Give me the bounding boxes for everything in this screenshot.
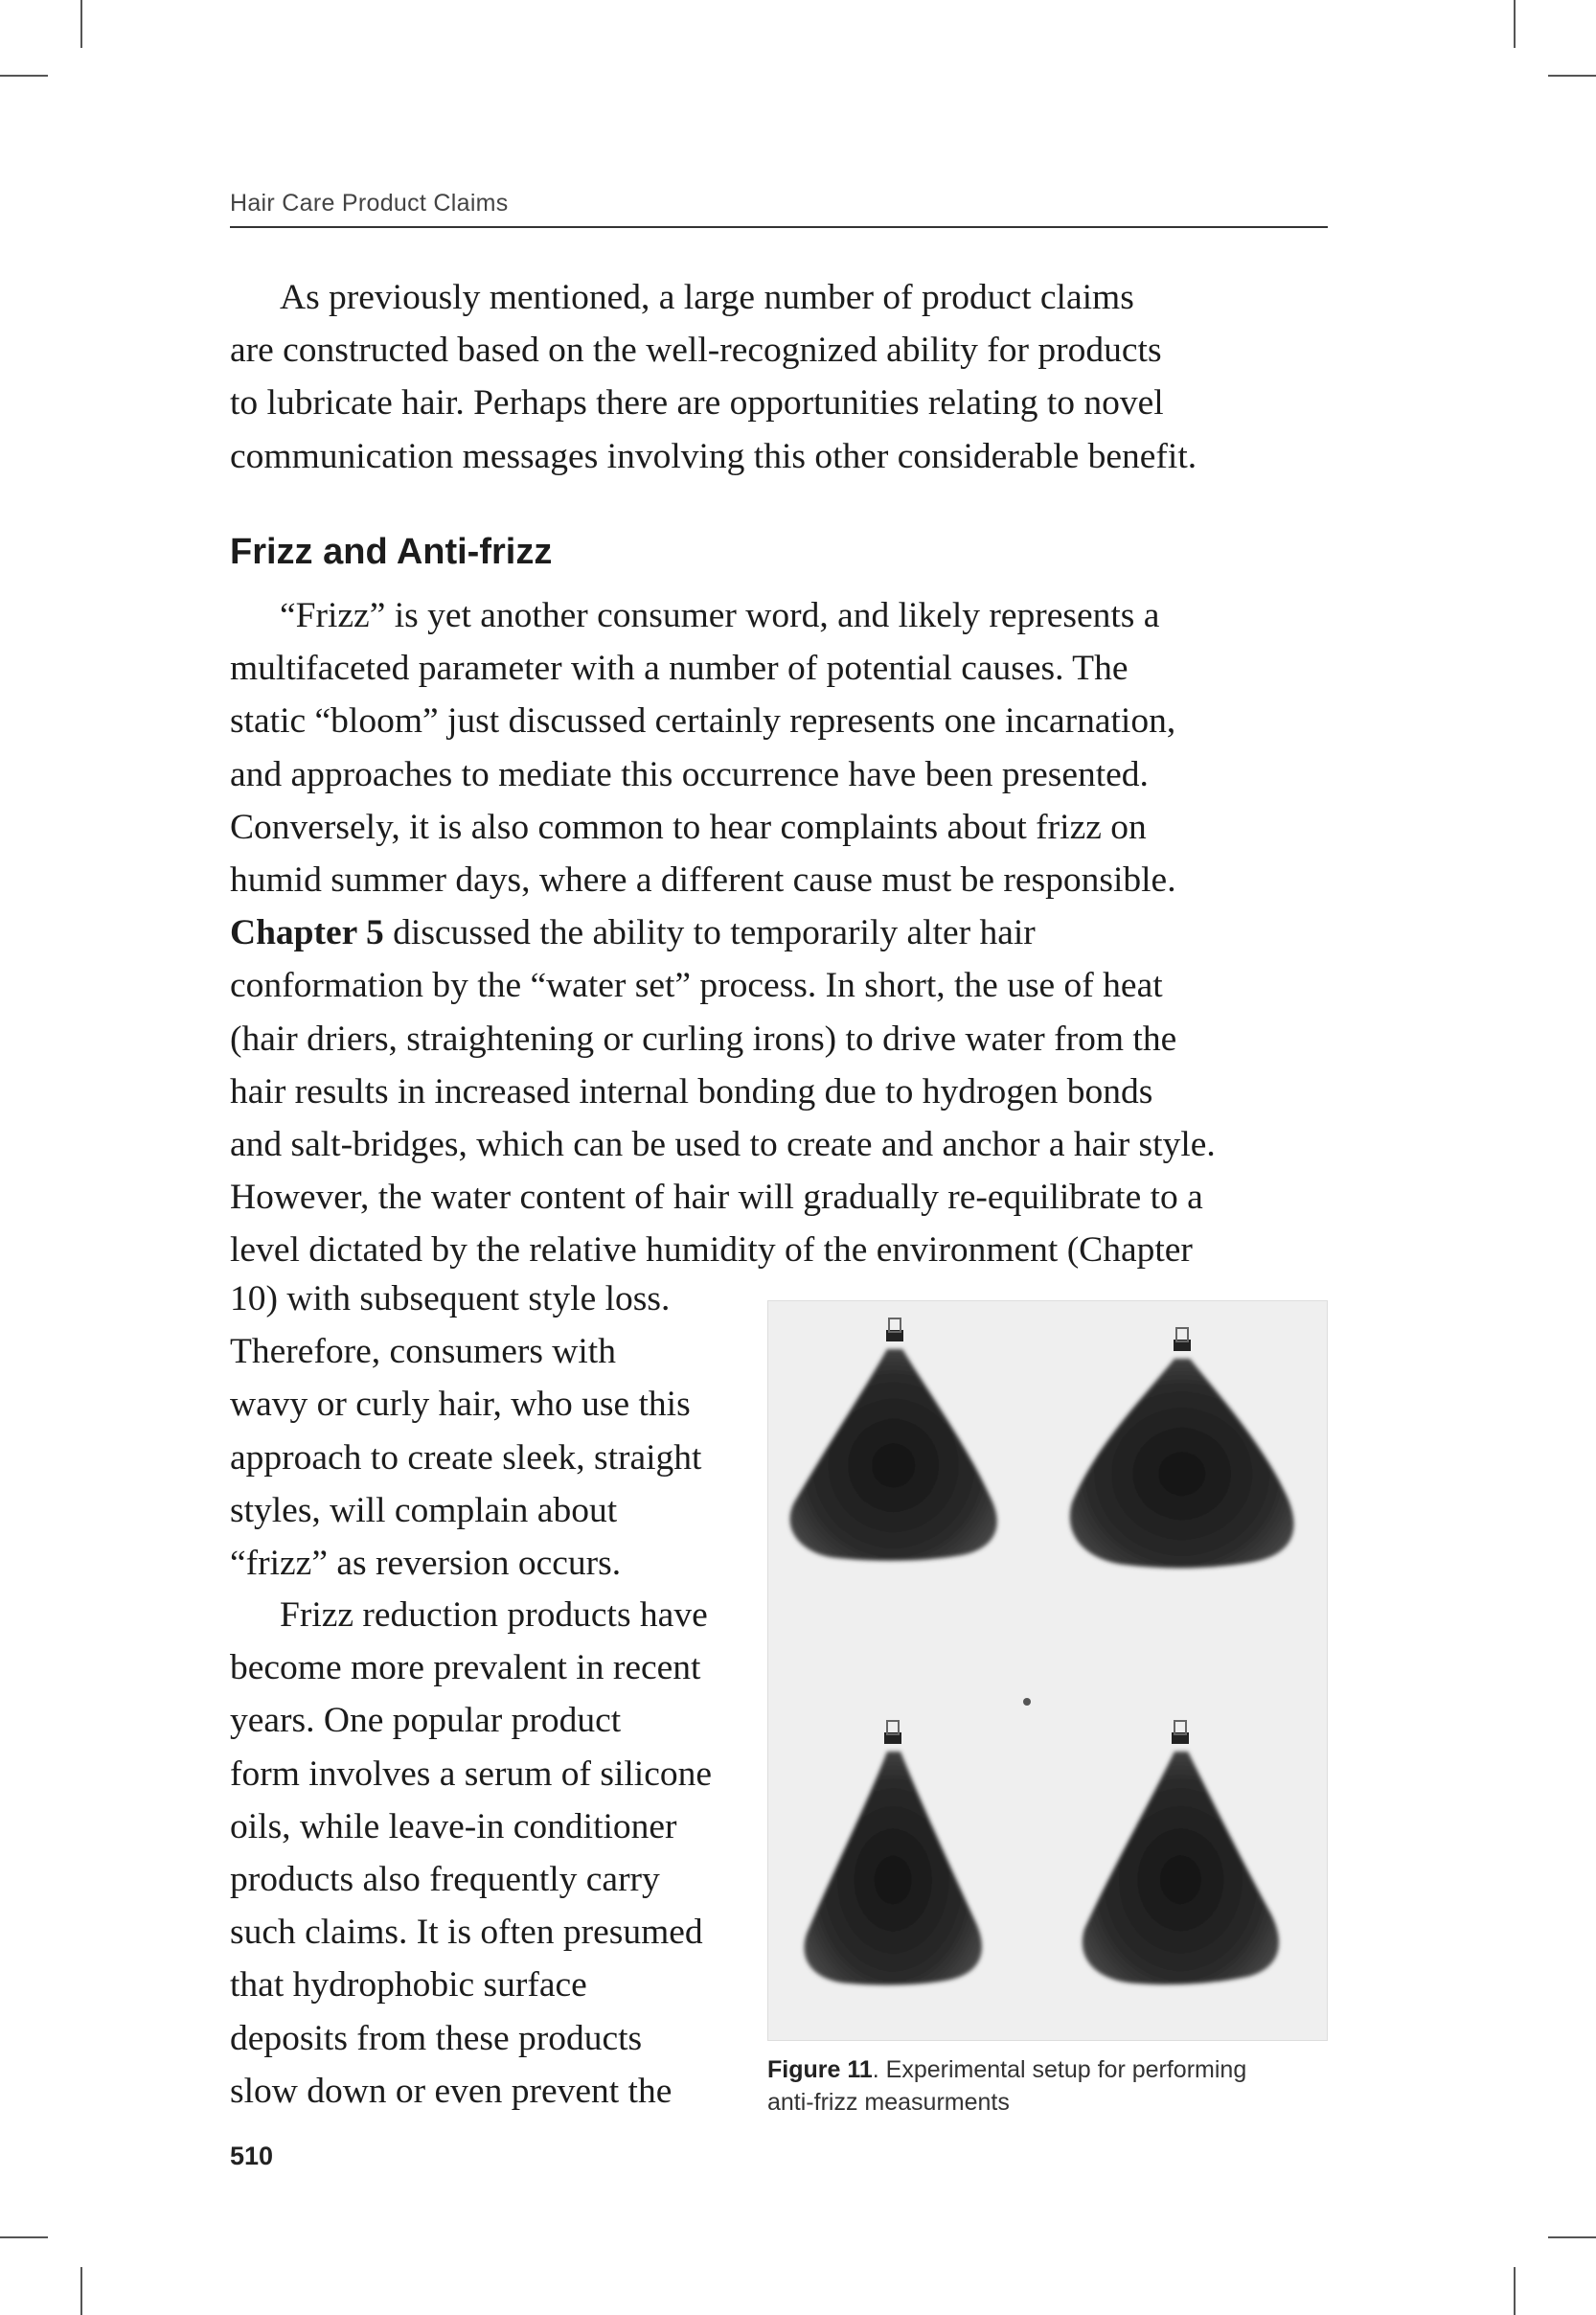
text-line: wavy or curly hair, who use this <box>230 1385 691 1425</box>
text-line: deposits from these products <box>230 2018 643 2058</box>
text-line: (hair driers, straightening or curling irons) to drive water from the <box>230 1019 1177 1059</box>
text-line: are constructed based on the well-recognized ability for products <box>230 331 1162 371</box>
crop-mark <box>80 0 82 48</box>
text-line: to lubricate hair. Perhaps there are opportunities relating to novel <box>230 383 1164 424</box>
caption-text: . Experimental setup for performing <box>872 2056 1247 2083</box>
text-line: 10) with subsequent style loss. <box>230 1279 671 1318</box>
text-line: hair results in increased internal bonding due to hydrogen bonds <box>230 1071 1153 1112</box>
text-line: conformation by the “water set” process. In short, the use of heat <box>230 966 1163 1006</box>
running-head: Hair Care Product Claims <box>230 190 509 217</box>
text-span: discussed the ability to temporarily alter hair <box>383 913 1036 953</box>
text-line: humid summer days, where a different cause must be responsible. <box>230 860 1176 900</box>
text-line: that hydrophobic surface <box>230 1965 587 2006</box>
text-line: approach to create sleek, straight <box>230 1437 702 1478</box>
crop-mark <box>0 75 48 77</box>
text-line: Conversely, it is also common to hear complaints about frizz on <box>230 807 1147 847</box>
text-line: form involves a serum of silicone <box>230 1753 713 1794</box>
caption-text: anti-frizz measurments <box>767 2089 1010 2116</box>
text-line: level dictated by the relative humidity of the environment (Chapter <box>230 1230 1193 1271</box>
hair-tress-illustration <box>768 1301 1327 2040</box>
text-line: such claims. It is often presumed <box>230 1913 703 1953</box>
text-line: slow down or even prevent the <box>230 2071 673 2111</box>
header-rule <box>230 226 1328 228</box>
crop-mark <box>1548 2236 1596 2238</box>
text-line: and salt-bridges, which can be used to create and anchor a hair style. <box>230 1124 1216 1164</box>
text-line: styles, will complain about <box>230 1490 618 1530</box>
text-line: Frizz reduction products have <box>280 1595 708 1635</box>
text-line: static “bloom” just discussed certainly represents one incarnation, <box>230 701 1176 742</box>
text-line: Therefore, consumers with <box>230 1332 616 1372</box>
text-line: “frizz” as reversion occurs. <box>230 1543 622 1583</box>
text-line: years. One popular product <box>230 1701 622 1741</box>
figure-label: Figure 11 <box>767 2056 873 2083</box>
section-heading: Frizz and Anti-frizz <box>230 532 553 572</box>
crop-mark <box>1514 2267 1516 2315</box>
text-line: However, the water content of hair will gradually re-equilibrate to a <box>230 1178 1203 1218</box>
text-line: products also frequently carry <box>230 1859 660 1899</box>
paragraph-intro <box>230 271 1197 483</box>
text-line: oils, while leave-in conditioner <box>230 1806 677 1846</box>
text-line: As previously mentioned, a large number of product claims <box>280 278 1134 317</box>
text-line <box>230 906 1216 959</box>
text-line: become more prevalent in recent <box>230 1648 701 1688</box>
text-line: communication messages involving this other considerable benefit. <box>230 436 1197 476</box>
figure-caption <box>767 2053 1342 2119</box>
text-line: multifaceted parameter with a number of potential causes. The <box>230 649 1129 689</box>
page-number: 510 <box>230 2142 274 2170</box>
paragraph-frizz <box>230 589 1216 1276</box>
crop-mark <box>80 2267 82 2315</box>
paragraph-frizz-reduction <box>230 1589 712 2118</box>
chapter-reference: Chapter 5 <box>230 913 384 953</box>
crop-mark <box>0 2236 48 2238</box>
crop-mark <box>1514 0 1516 48</box>
text-line: “Frizz” is yet another consumer word, and likely represents a <box>280 596 1160 635</box>
crop-mark <box>1548 75 1596 77</box>
hair-tress-photo <box>767 1300 1328 2041</box>
paragraph-style-loss <box>230 1272 701 1590</box>
text-line: and approaches to mediate this occurrence have been presented. <box>230 754 1149 794</box>
